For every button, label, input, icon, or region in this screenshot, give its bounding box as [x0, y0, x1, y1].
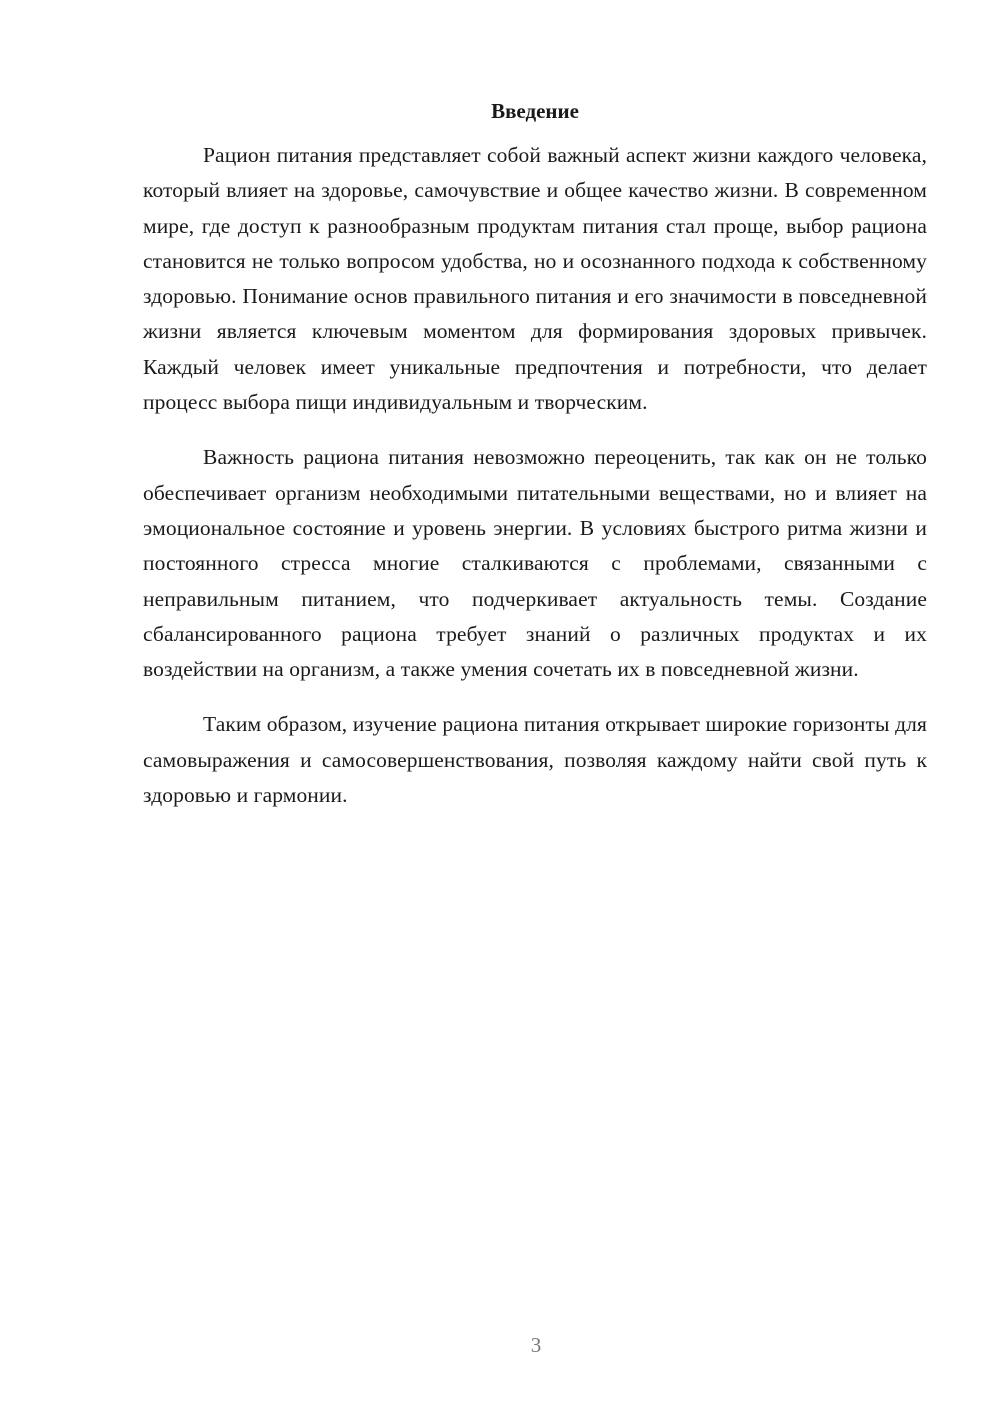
paragraph-3: Таким образом, изучение рациона питания открывает широкие горизонты для самовыражения и самосовершенствования, позволяя каждому найти свой путь к здоровью и гармонии. — [143, 712, 927, 808]
page-number: 3 — [530, 1333, 542, 1357]
paragraph-2: Важность рациона питания невозможно переоценить, так как он не только обеспечивает организм необходимыми питательными веществами, но и влияет на эмоциональное состояние и уровень энергии. В условиях быстрого ритма жизни и постоянного стресса многие сталкиваются с проблемами, связанными с неправильным питанием, что подчеркивает актуальность темы. Создание сбалансированного рациона требует знаний о различных продуктах и их воздействии на организм, а также умения сочетать их в повседневной жизни. — [143, 445, 927, 682]
paragraph-1: Рацион питания представляет собой важный аспект жизни каждого человека, который влияет на здоровье, самочувствие и общее качество жизни. В современном мире, где доступ к разнообразным продуктам питания стал проще, выбор рациона становится не только вопросом удобства, но и осознанного подхода к собственному здоровью. Понимание основ правильного питания и его значимости в повседневной жизни является ключевым моментом для формирования здоровых привычек. Каждый человек имеет уникальные предпочтения и потребности, что делает процесс выбора пищи индивидуальным и творческим. — [143, 143, 927, 415]
section-heading: Введение — [491, 99, 579, 123]
page-content — [143, 96, 927, 833]
